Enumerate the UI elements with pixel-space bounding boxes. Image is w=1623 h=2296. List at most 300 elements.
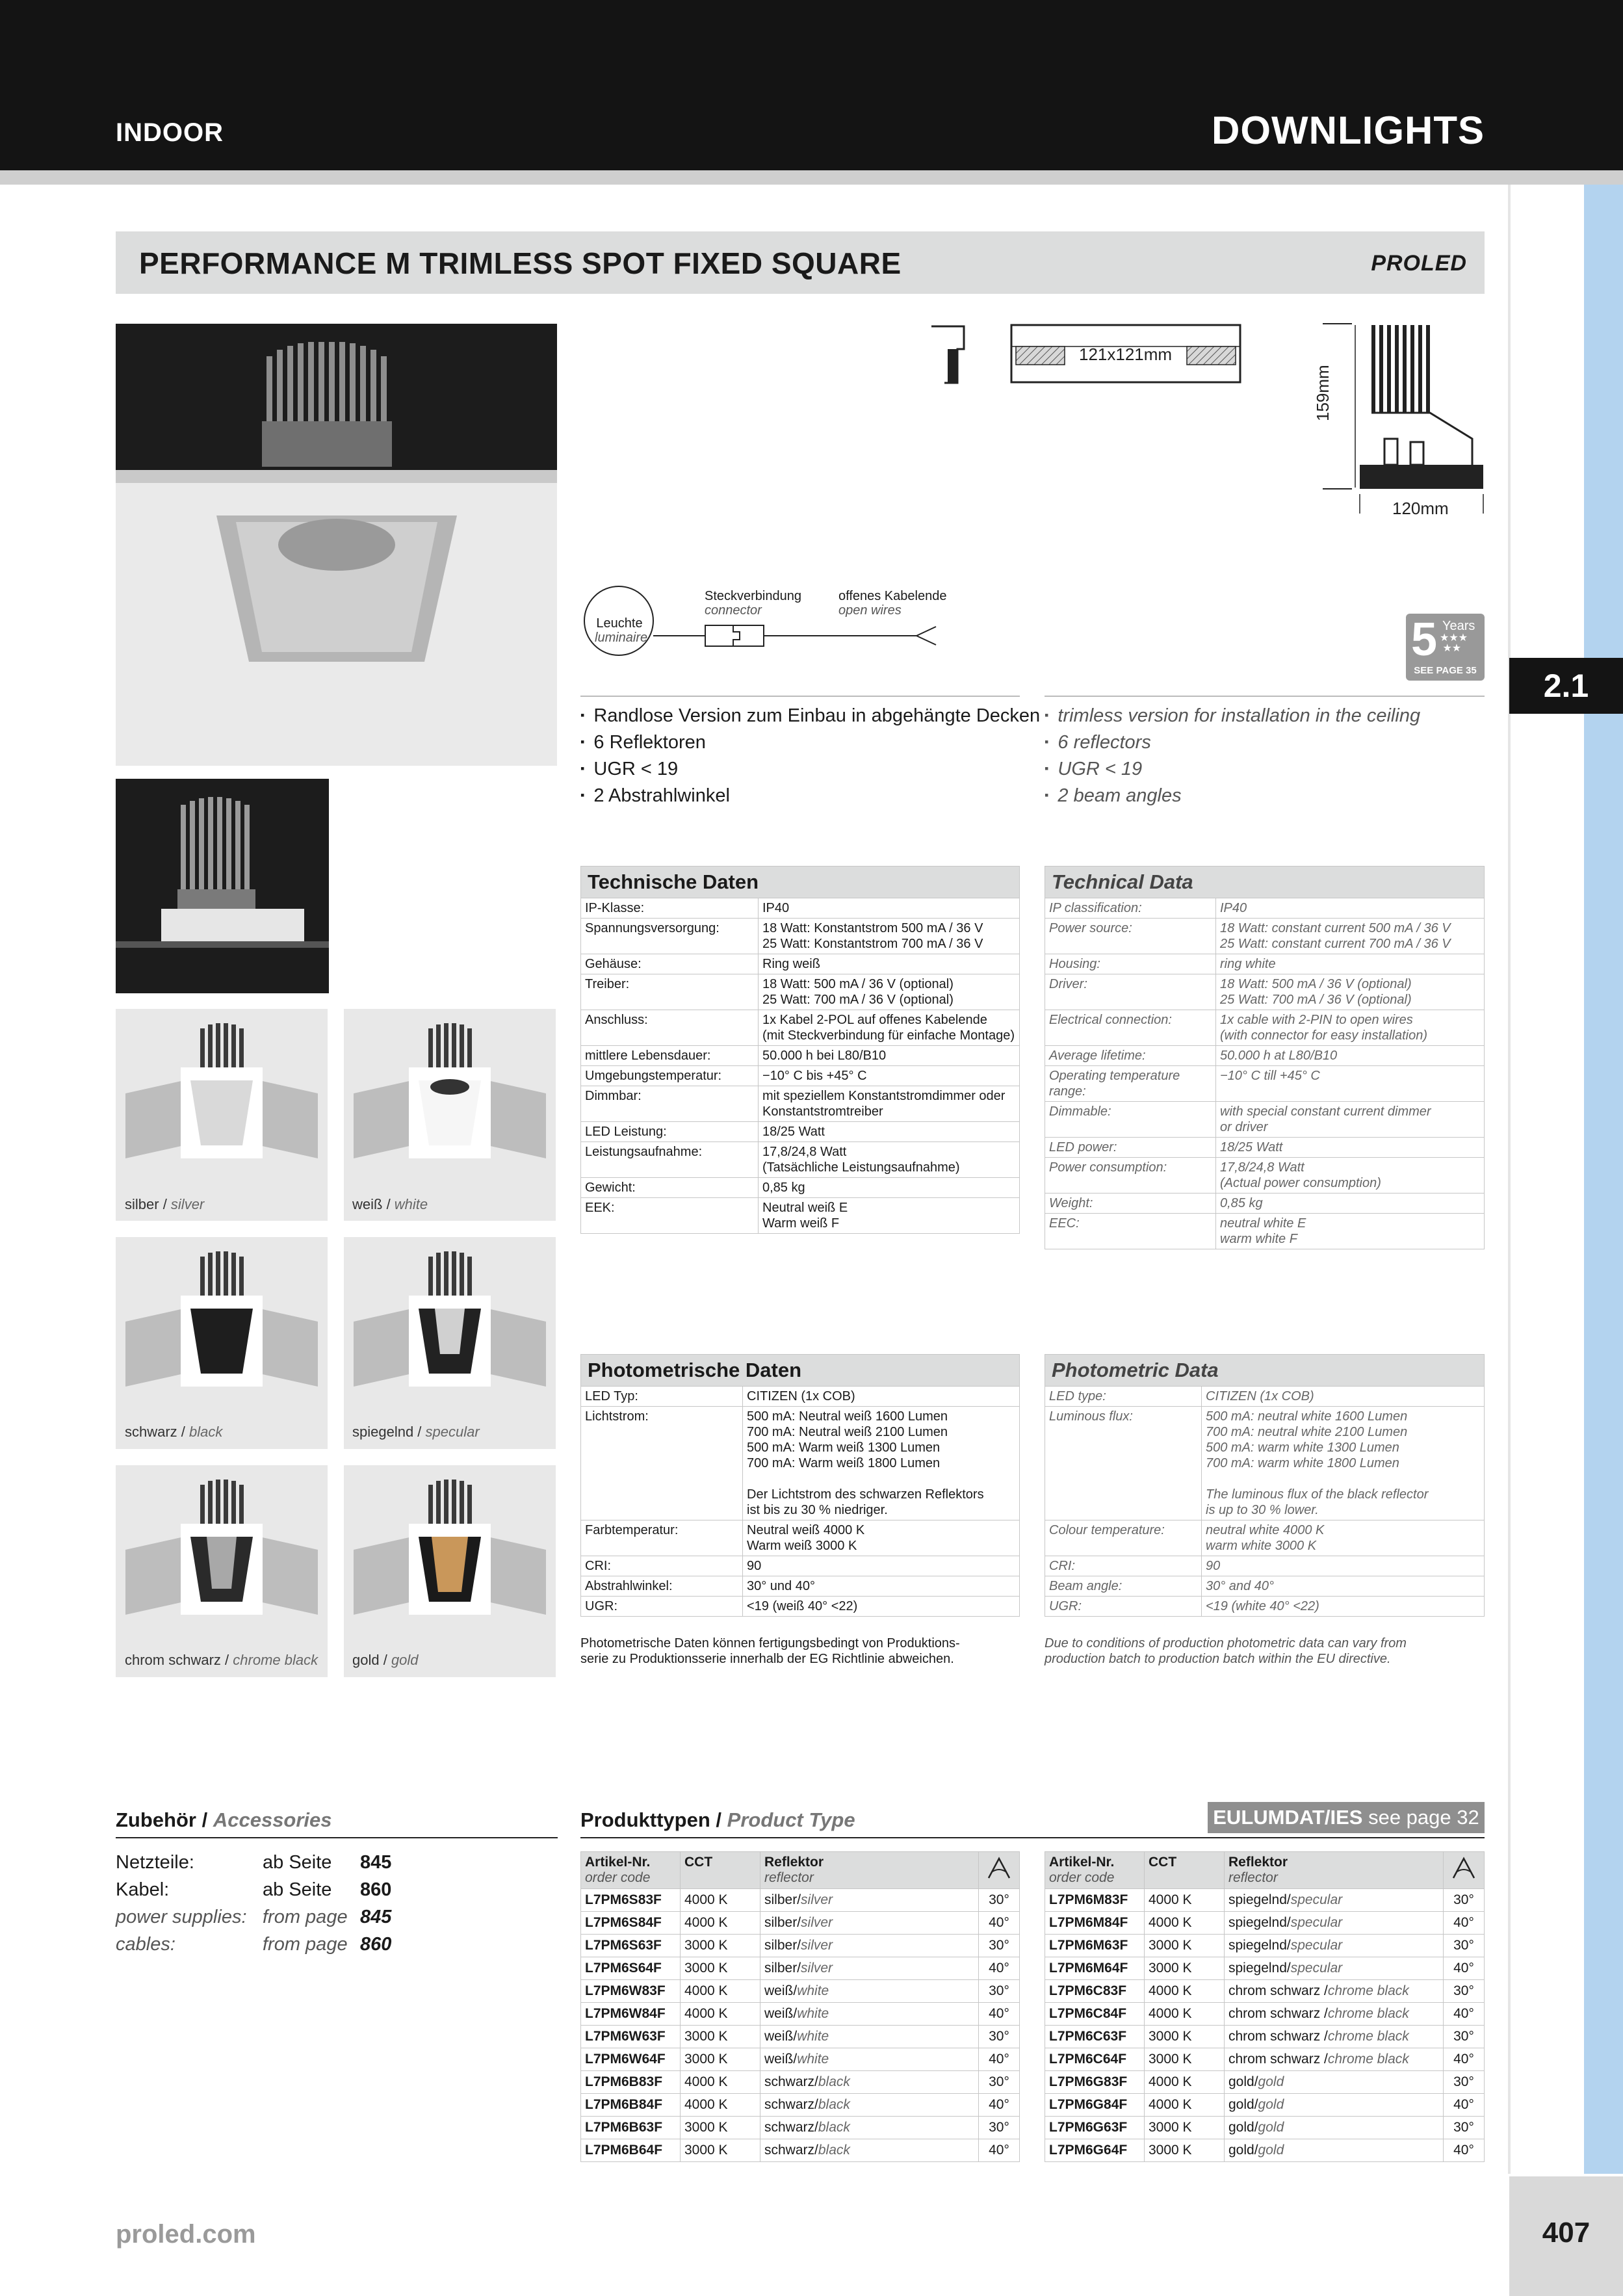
swatch-label-chrome-black: chrom schwarz / chrome black — [125, 1652, 318, 1668]
spec-label: UGR: — [1045, 1597, 1202, 1617]
reflector-en: black — [818, 2097, 850, 2112]
spec-value: IP40 — [759, 898, 1020, 919]
spec-label: Dimmable: — [1045, 1102, 1216, 1138]
beam-angle-value: 30° — [979, 1889, 1020, 1912]
table-row — [581, 2026, 1020, 2048]
reflector-value — [760, 1935, 979, 1957]
accessories-list — [116, 1849, 391, 1958]
reflector-value — [1225, 1935, 1444, 1957]
reflector-de: chrom schwarz — [1228, 2006, 1325, 2021]
accessory-from: from page — [263, 1907, 348, 1927]
order-code: L7PM6S64F — [581, 1957, 681, 1980]
reflector-en: black — [818, 2143, 850, 2158]
reflector-de: gold — [1228, 2097, 1254, 2112]
reflector-value — [1225, 1889, 1444, 1912]
table-row — [581, 2003, 1020, 2026]
photometric-data-table-en — [1045, 1354, 1485, 1617]
spec-value: <19 (weiß 40° <22) — [743, 1597, 1020, 1617]
order-code: L7PM6S63F — [581, 1935, 681, 1957]
order-code: L7PM6W84F — [581, 2003, 681, 2026]
table-row — [1045, 1138, 1485, 1158]
table-row — [581, 1597, 1020, 1617]
separator: / — [1254, 2120, 1258, 2135]
swatch-label-silver: silber / silver — [125, 1196, 205, 1212]
feature-item: ▪ UGR < 19 — [1045, 757, 1420, 783]
spec-value: 18 Watt: 500 mA / 36 V (optional) 25 Watt: 700 mA / 36 V (optional) — [759, 974, 1020, 1010]
spec-label: IP classification: — [1045, 898, 1216, 919]
reflector-de: chrom schwarz — [1228, 2029, 1325, 2044]
table-row — [581, 2117, 1020, 2139]
cct-value: 3000 K — [681, 2117, 760, 2139]
cct-value: 3000 K — [1145, 1935, 1225, 1957]
reflector-en: silver — [801, 1961, 833, 1976]
reflector-en: specular — [1290, 1961, 1343, 1976]
beam-angle-value: 40° — [1444, 1957, 1485, 1980]
side-product-photo — [116, 779, 329, 993]
page-number: 407 — [1542, 2217, 1591, 2249]
cct-value: 4000 K — [1145, 2071, 1225, 2094]
swatch-label-white: weiß / white — [352, 1196, 428, 1212]
swatch-label-specular: spiegelnd / specular — [352, 1424, 480, 1440]
cct-value: 3000 K — [1145, 2117, 1225, 2139]
accessory-page[interactable]: 845 — [360, 1907, 392, 1927]
photometric-note-de: Photometrische Daten können fertigungsbedingt von Produktions- serie zu Produktionsserie innerhalb der EG Richtlinie abweichen. — [580, 1636, 960, 1666]
feature-item: ▪ 6 reflectors — [1045, 730, 1420, 757]
spec-value: 18 Watt: Konstantstrom 500 mA / 36 V 25 Watt: Konstantstrom 700 mA / 36 V — [759, 919, 1020, 954]
reflector-de: spiegelnd — [1228, 1892, 1287, 1907]
beam-angle-value: 30° — [979, 2117, 1020, 2139]
separator: / — [1286, 1915, 1291, 1930]
cct-value: 4000 K — [1145, 1889, 1225, 1912]
spec-label: LED Typ: — [581, 1387, 743, 1407]
table-row — [1045, 1520, 1485, 1556]
table-row — [581, 1889, 1020, 1912]
reflector-en: gold — [1258, 2074, 1284, 2089]
table-row — [1045, 2048, 1485, 2071]
spec-label: IP-Klasse: — [581, 898, 759, 919]
reflector-en: silver — [801, 1938, 833, 1953]
spec-value: 50.000 h bei L80/B10 — [759, 1046, 1020, 1066]
reflector-en: gold — [1258, 2120, 1284, 2135]
cct-value: 4000 K — [681, 2094, 760, 2117]
reflector-value — [1225, 2071, 1444, 2094]
order-code: L7PM6G64F — [1045, 2139, 1145, 2162]
beam-angle-value: 30° — [1444, 1889, 1485, 1912]
separator: / — [1254, 2074, 1258, 2089]
table-row — [581, 1198, 1020, 1234]
table-row — [1045, 1935, 1485, 1957]
accessory-row — [116, 1903, 391, 1931]
table-row — [581, 954, 1020, 974]
separator: / — [793, 2029, 798, 2044]
table-title: Photometrische Daten — [581, 1355, 1020, 1387]
spec-label: Beam angle: — [1045, 1576, 1202, 1597]
reflector-de: silber — [764, 1938, 798, 1953]
reflector-de: weiß — [764, 2052, 794, 2067]
accessory-label: cables: — [116, 1934, 175, 1955]
reflector-en: chrome black — [1327, 1983, 1409, 1998]
table-row — [1045, 1407, 1485, 1520]
feature-item: ▪ Randlose Version zum Einbau in abgehängte Decken — [580, 703, 1040, 730]
spec-value: 500 mA: neutral white 1600 Lumen 700 mA: neutral white 2100 Lumen 500 mA: warm white 1300 Lumen 700 mA: warm white 1800 Lumen The luminous flux of the black reflector is up to 30 % lower. — [1202, 1407, 1485, 1520]
separator: / — [797, 1915, 801, 1930]
cct-value: 4000 K — [1145, 2003, 1225, 2026]
order-code: L7PM6C83F — [1045, 1980, 1145, 2003]
beam-angle-icon — [1444, 1852, 1485, 1889]
order-code: L7PM6G83F — [1045, 2071, 1145, 2094]
feature-item: ▪ UGR < 19 — [580, 757, 1040, 783]
beam-angle-value: 30° — [979, 1980, 1020, 2003]
table-row — [581, 1387, 1020, 1407]
cutout-dimension: 121x121mm — [1079, 345, 1173, 364]
swatch-specular — [344, 1237, 556, 1449]
spec-label: Power consumption: — [1045, 1158, 1216, 1194]
order-code: L7PM6G63F — [1045, 2117, 1145, 2139]
spec-value: with special constant current dimmer or driver — [1216, 1102, 1485, 1138]
spec-value: 18/25 Watt — [1216, 1138, 1485, 1158]
beam-angle-value: 30° — [1444, 2117, 1485, 2139]
separator: / — [814, 2120, 818, 2135]
reflector-de: silber — [764, 1892, 798, 1907]
spec-value: 17,8/24,8 Watt (Actual power consumption) — [1216, 1158, 1485, 1194]
col-reflector: Reflektor reflector — [1225, 1852, 1444, 1889]
table-row — [1045, 919, 1485, 954]
beam-angle-value: 40° — [979, 2048, 1020, 2071]
separator: / — [793, 1983, 798, 1998]
accessories-divider — [116, 1837, 558, 1838]
cct-value: 4000 K — [1145, 1980, 1225, 2003]
spec-label: Weight: — [1045, 1194, 1216, 1214]
spec-value: IP40 — [1216, 898, 1485, 919]
spec-label: Gehäuse: — [581, 954, 759, 974]
table-row — [1045, 2117, 1485, 2139]
reflector-value — [760, 2048, 979, 2071]
spec-value: ring white — [1216, 954, 1485, 974]
spec-label: Housing: — [1045, 954, 1216, 974]
order-code: L7PM6B64F — [581, 2139, 681, 2162]
reflector-de: schwarz — [764, 2097, 815, 2112]
col-order-code: Artikel-Nr. order code — [581, 1852, 681, 1889]
reflector-value — [760, 2117, 979, 2139]
swatch-gold — [344, 1465, 556, 1677]
spec-label: EEK: — [581, 1198, 759, 1234]
separator: / — [1286, 1961, 1291, 1976]
table-row — [1045, 1556, 1485, 1576]
reflector-value — [760, 1957, 979, 1980]
reflector-de: weiß — [764, 1983, 794, 1998]
cct-value: 3000 K — [681, 2048, 760, 2071]
section-tab: 2.1 — [1509, 658, 1623, 714]
table-row — [581, 1142, 1020, 1178]
spec-label: Leistungsaufnahme: — [581, 1142, 759, 1178]
reflector-value — [1225, 2094, 1444, 2117]
reflector-de: chrom schwarz — [1228, 2052, 1325, 2067]
brand-logo: PROLED — [1371, 251, 1467, 276]
cct-value: 3000 K — [1145, 2026, 1225, 2048]
spec-value: CITIZEN (1x COB) — [743, 1387, 1020, 1407]
spec-label: Dimmbar: — [581, 1086, 759, 1122]
order-code: L7PM6S84F — [581, 1912, 681, 1935]
beam-angle-value: 40° — [979, 1912, 1020, 1935]
spec-value: 17,8/24,8 Watt (Tatsächliche Leistungsaufnahme) — [759, 1142, 1020, 1178]
features-divider-en — [1045, 696, 1485, 697]
warranty-label: Years — [1442, 619, 1475, 633]
reflector-value — [760, 2139, 979, 2162]
table-row — [581, 1407, 1020, 1520]
cct-value: 3000 K — [1145, 2048, 1225, 2071]
beam-angle-value: 30° — [979, 1935, 1020, 1957]
separator: / — [814, 2074, 818, 2089]
table-row — [1045, 1194, 1485, 1214]
cct-value: 4000 K — [681, 1889, 760, 1912]
spec-value: mit speziellem Konstantstromdimmer oder Konstantstromtreiber — [759, 1086, 1020, 1122]
table-row — [581, 1178, 1020, 1198]
reflector-en: chrome black — [1327, 2029, 1409, 2044]
cct-value: 4000 K — [681, 2003, 760, 2026]
spec-value: 18 Watt: 500 mA / 36 V (optional) 25 Watt: 700 mA / 36 V (optional) — [1216, 974, 1485, 1010]
spec-value: <19 (white 40° <22) — [1202, 1597, 1485, 1617]
spec-value: 18 Watt: constant current 500 mA / 36 V 25 Watt: constant current 700 mA / 36 V — [1216, 919, 1485, 954]
spec-value: −10° C till +45° C — [1216, 1066, 1485, 1102]
table-row — [1045, 1158, 1485, 1194]
product-types-table-left — [580, 1851, 1020, 2162]
beam-angle-value: 30° — [979, 2026, 1020, 2048]
reflector-value — [760, 2094, 979, 2117]
accessories-title: Zubehör / Accessories — [116, 1808, 332, 1831]
table-row — [1045, 1889, 1485, 1912]
spec-label: EEC: — [1045, 1214, 1216, 1249]
order-code: L7PM6G84F — [1045, 2094, 1145, 2117]
cct-value: 3000 K — [681, 2139, 760, 2162]
order-code: L7PM6M84F — [1045, 1912, 1145, 1935]
accessory-page[interactable]: 845 — [360, 1852, 392, 1873]
table-row — [1045, 898, 1485, 919]
table-row — [1045, 2003, 1485, 2026]
reflector-en: silver — [801, 1915, 833, 1930]
table-row — [1045, 974, 1485, 1010]
spec-label: mittlere Lebensdauer: — [581, 1046, 759, 1066]
accessory-label: Kabel: — [116, 1879, 170, 1900]
wiring-wires-label: offenes Kabelende open wires — [838, 589, 947, 618]
table-row — [1045, 2071, 1485, 2094]
beam-angle-value: 40° — [979, 1957, 1020, 1980]
accessory-row — [116, 1849, 391, 1876]
cct-value: 3000 K — [681, 2026, 760, 2048]
accessory-label: power supplies: — [116, 1907, 247, 1927]
product-types-divider — [580, 1837, 1485, 1838]
reflector-value — [760, 1889, 979, 1912]
reflector-value — [1225, 2117, 1444, 2139]
cct-value: 4000 K — [681, 2071, 760, 2094]
table-row — [1045, 1046, 1485, 1066]
separator: / — [797, 1961, 801, 1976]
table-row — [581, 1980, 1020, 2003]
feature-item: ▪ 2 Abstrahlwinkel — [580, 783, 1040, 810]
table-row — [581, 1010, 1020, 1046]
spec-label: Umgebungstemperatur: — [581, 1066, 759, 1086]
spec-value: 30° and 40° — [1202, 1576, 1485, 1597]
reflector-value — [760, 2026, 979, 2048]
cct-value: 4000 K — [681, 1980, 760, 2003]
swatch-label-gold: gold / gold — [352, 1652, 419, 1668]
top-divider — [0, 170, 1623, 185]
accessory-page[interactable]: 860 — [360, 1879, 392, 1900]
spec-value: 1x cable with 2-PIN to open wires (with connector for easy installation) — [1216, 1010, 1485, 1046]
spec-value: 18/25 Watt — [759, 1122, 1020, 1142]
beam-angle-value: 40° — [979, 2094, 1020, 2117]
order-code: L7PM6B83F — [581, 2071, 681, 2094]
features-de — [580, 703, 1040, 810]
reflector-de: schwarz — [764, 2074, 815, 2089]
separator: / — [1286, 1938, 1291, 1953]
height-dimension: 159mm — [1313, 365, 1332, 421]
separator: / — [814, 2097, 818, 2112]
table-row — [1045, 2139, 1485, 2162]
table-row — [1045, 1066, 1485, 1102]
reflector-value — [1225, 2139, 1444, 2162]
beam-angle-value: 30° — [979, 2071, 1020, 2094]
spec-value: Neutral weiß 4000 K Warm weiß 3000 K — [743, 1520, 1020, 1556]
order-code: L7PM6W64F — [581, 2048, 681, 2071]
reflector-de: spiegelnd — [1228, 1938, 1287, 1953]
beam-angle-value: 30° — [1444, 1935, 1485, 1957]
feature-item: ▪ 6 Reflektoren — [580, 730, 1040, 757]
order-code: L7PM6C63F — [1045, 2026, 1145, 2048]
separator: / — [1324, 2052, 1328, 2067]
table-row — [581, 1520, 1020, 1556]
accessory-from: ab Seite — [263, 1879, 332, 1900]
separator: / — [1324, 1983, 1328, 1998]
separator: / — [793, 2006, 798, 2021]
photometric-note-en: Due to conditions of production photometric data can vary from production batch to production batch within the EU directive. — [1045, 1636, 1407, 1666]
cct-value: 4000 K — [1145, 2094, 1225, 2117]
reflector-de: gold — [1228, 2143, 1254, 2158]
accessory-row — [116, 1931, 391, 1958]
table-row — [1045, 1912, 1485, 1935]
order-code: L7PM6W63F — [581, 2026, 681, 2048]
feature-item: ▪ trimless version for installation in the ceiling — [1045, 703, 1420, 730]
reflector-value — [1225, 2003, 1444, 2026]
col-reflector: Reflektor reflector — [760, 1852, 979, 1889]
cct-value: 3000 K — [681, 1935, 760, 1957]
table-row — [581, 974, 1020, 1010]
reflector-de: schwarz — [764, 2120, 815, 2135]
table-row — [1045, 1980, 1485, 2003]
table-row — [1045, 1102, 1485, 1138]
accessory-row — [116, 1876, 391, 1903]
reflector-value — [1225, 2048, 1444, 2071]
separator: / — [1286, 1892, 1291, 1907]
accessory-from: from page — [263, 1934, 348, 1955]
spec-label: CRI: — [581, 1556, 743, 1576]
beam-angle-icon — [979, 1852, 1020, 1889]
cct-value: 3000 K — [1145, 2139, 1225, 2162]
section-label: INDOOR — [116, 118, 224, 147]
col-cct: CCT — [681, 1852, 760, 1889]
separator: / — [814, 2143, 818, 2158]
wiring-luminaire-label: Leuchte luminaire — [595, 616, 648, 645]
reflector-de: weiß — [764, 2006, 794, 2021]
order-code: L7PM6W83F — [581, 1980, 681, 2003]
spec-label: LED type: — [1045, 1387, 1202, 1407]
cct-value: 3000 K — [1145, 1957, 1225, 1980]
spec-label: Lichtstrom: — [581, 1407, 743, 1520]
col-cct: CCT — [1145, 1852, 1225, 1889]
accessory-from: ab Seite — [263, 1852, 332, 1873]
reflector-value — [1225, 1980, 1444, 2003]
sidebar-line — [1508, 185, 1511, 2174]
reflector-en: black — [818, 2120, 850, 2135]
cct-value: 4000 K — [681, 1912, 760, 1935]
spec-label: LED Leistung: — [581, 1122, 759, 1142]
reflector-en: white — [797, 2029, 829, 2044]
reflector-value — [1225, 1957, 1444, 1980]
reflector-de: gold — [1228, 2074, 1254, 2089]
features-en — [1045, 703, 1420, 810]
spec-value: neutral white 4000 K warm white 3000 K — [1202, 1520, 1485, 1556]
technical-data-table-en — [1045, 866, 1485, 1249]
order-code: L7PM6S83F — [581, 1889, 681, 1912]
spec-label: Luminous flux: — [1045, 1407, 1202, 1520]
reflector-de: spiegelnd — [1228, 1915, 1287, 1930]
reflector-de: gold — [1228, 2120, 1254, 2135]
order-code: L7PM6M64F — [1045, 1957, 1145, 1980]
reflector-de: silber — [764, 1915, 798, 1930]
table-row — [581, 1066, 1020, 1086]
spec-value: 0,85 kg — [759, 1178, 1020, 1198]
footer-url[interactable]: proled.com — [116, 2220, 256, 2249]
order-code: L7PM6M63F — [1045, 1935, 1145, 1957]
product-types-title: Produkttypen / Product Type — [580, 1808, 855, 1831]
main-product-photo — [116, 324, 557, 766]
separator: / — [793, 2052, 798, 2067]
reflector-de: silber — [764, 1961, 798, 1976]
table-row — [581, 2139, 1020, 2162]
table-row — [1045, 954, 1485, 974]
table-title: Technical Data — [1045, 867, 1485, 898]
reflector-en: gold — [1258, 2097, 1284, 2112]
product-types-table-right — [1045, 1851, 1485, 2162]
accessory-label: Netzteile: — [116, 1852, 194, 1873]
accessory-page[interactable]: 860 — [360, 1934, 392, 1955]
reflector-en: gold — [1258, 2143, 1284, 2158]
reflector-de: weiß — [764, 2029, 794, 2044]
spec-label: Farbtemperatur: — [581, 1520, 743, 1556]
spec-label: CRI: — [1045, 1556, 1202, 1576]
spec-value: Neutral weiß E Warm weiß F — [759, 1198, 1020, 1234]
reflector-en: specular — [1290, 1915, 1343, 1930]
spec-label: Treiber: — [581, 974, 759, 1010]
cct-value: 4000 K — [1145, 1912, 1225, 1935]
reflector-en: specular — [1290, 1938, 1343, 1953]
reflector-en: chrome black — [1327, 2006, 1409, 2021]
beam-angle-value: 30° — [1444, 2071, 1485, 2094]
product-title: PERFORMANCE M TRIMLESS SPOT FIXED SQUARE — [139, 246, 902, 280]
feature-item: ▪ 2 beam angles — [1045, 783, 1420, 810]
spec-label: Operating temperature range: — [1045, 1066, 1216, 1102]
beam-angle-value: 40° — [1444, 2048, 1485, 2071]
separator: / — [1324, 2029, 1328, 2044]
photometric-data-table-de — [580, 1354, 1020, 1617]
order-code: L7PM6C84F — [1045, 2003, 1145, 2026]
table-title: Photometric Data — [1045, 1355, 1485, 1387]
table-row — [581, 2048, 1020, 2071]
beam-angle-value: 40° — [1444, 1912, 1485, 1935]
eulumdat-link[interactable]: EULUMDAT/IES see page 32 — [1208, 1802, 1485, 1833]
reflector-de: chrom schwarz — [1228, 1983, 1325, 1998]
table-row — [1045, 1597, 1485, 1617]
reflector-en: white — [797, 2006, 829, 2021]
